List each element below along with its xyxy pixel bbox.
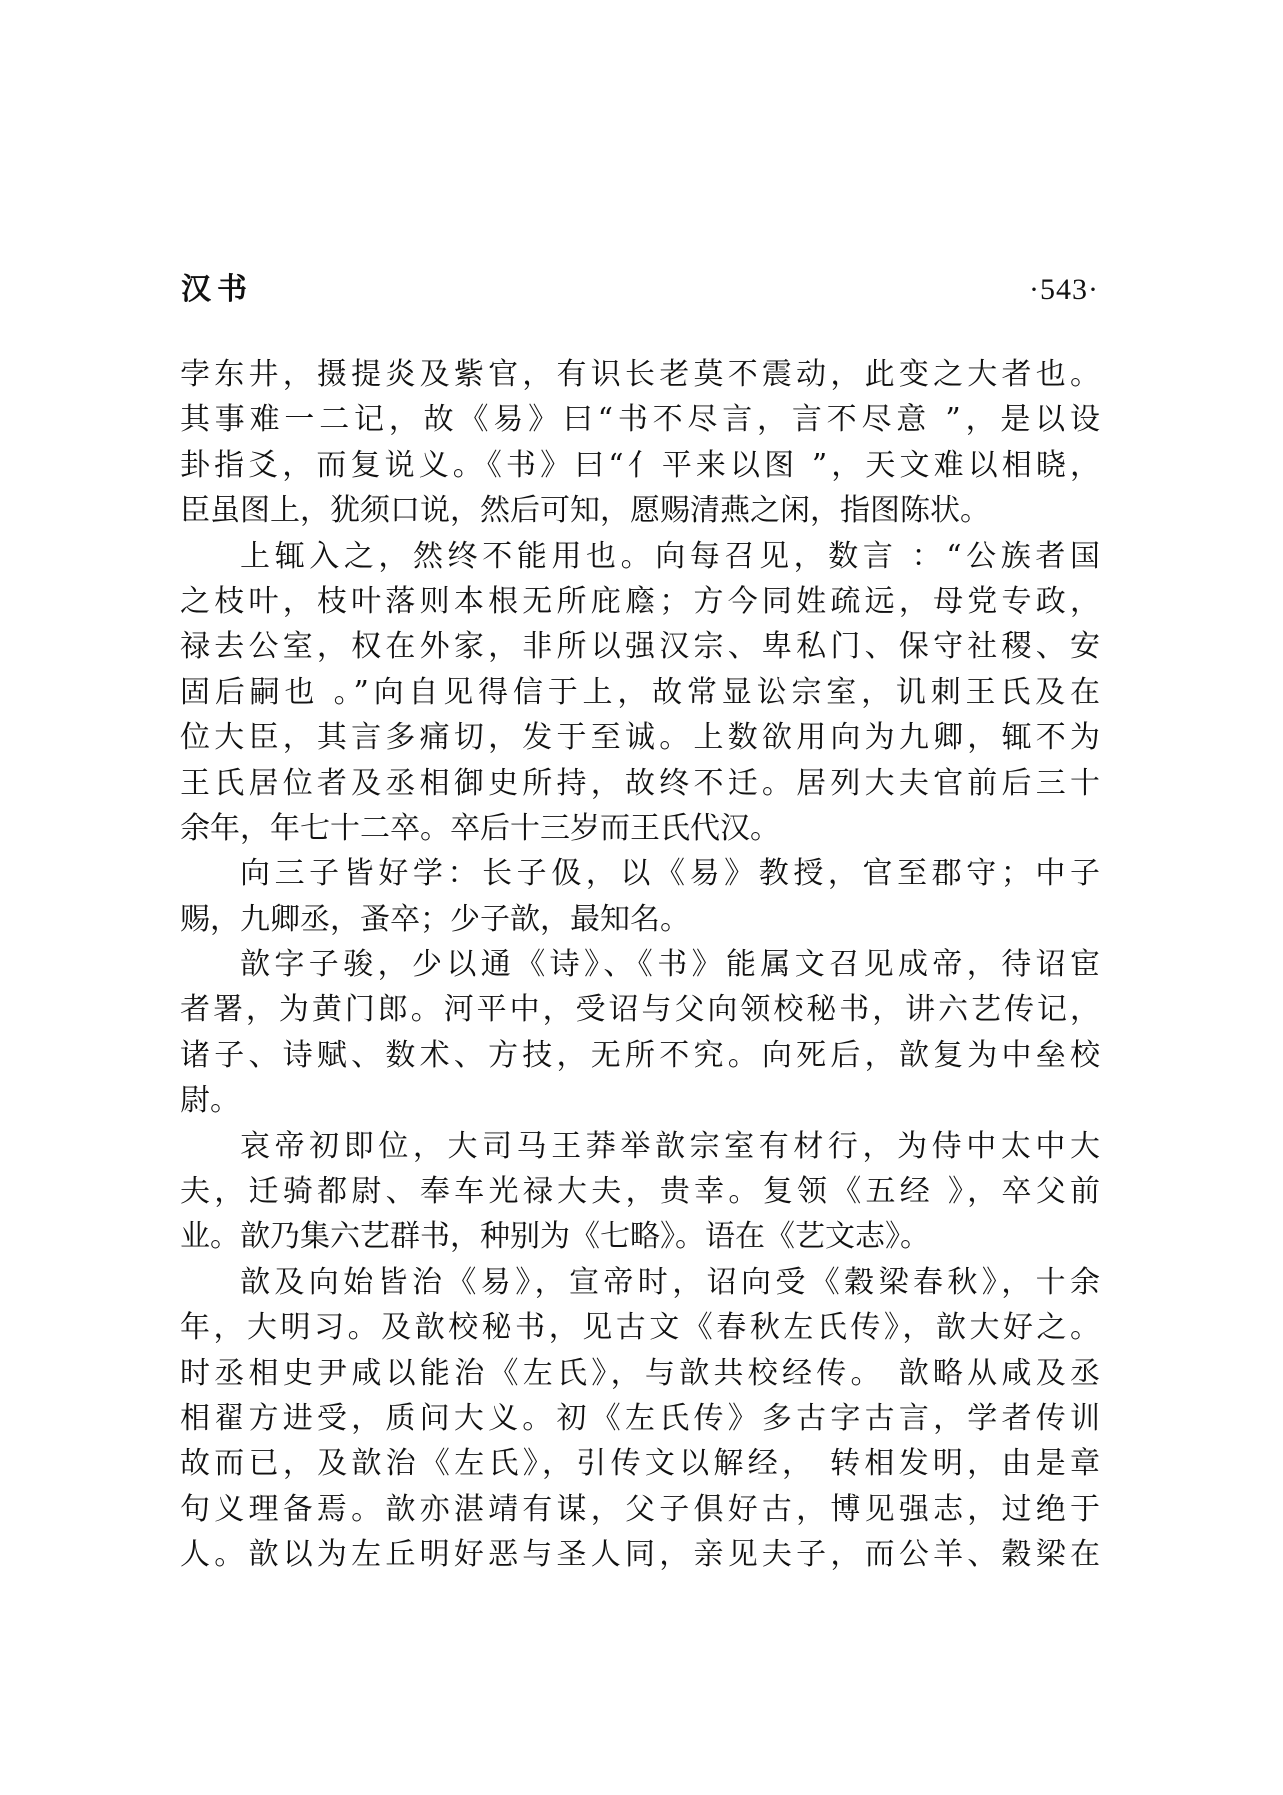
- text-line: 其事难一二记，故《易》曰“书不尽言，言不尽意 ”，是以设: [180, 402, 1100, 438]
- text-line: 时丞相史尹咸以能治《左氏》，与歆共校经传。 歆略从咸及丞: [180, 1355, 1100, 1391]
- running-head: [181, 268, 1099, 312]
- text-line: 句义理备焉。歆亦湛靖有谋，父子俱好古，博见强志，过绝于: [180, 1491, 1100, 1527]
- text-line: 位大臣，其言多痛切，发于至诚。上数欲用向为九卿，辄不为: [180, 720, 1100, 756]
- text-line: 王氏居位者及丞相御史所持，故终不迁。居列大夫官前后三十: [180, 765, 1100, 801]
- text-line: 相翟方进受，质问大义。初《左氏传》多古字古言，学者传训: [180, 1400, 1100, 1436]
- text-line: 哀帝初即位，大司马王莽举歆宗室有材行，为侍中太中大: [240, 1128, 1100, 1164]
- text-line: 孛东井，摄提炎及紫官，有识长老莫不震动，此变之大者也。: [180, 357, 1100, 392]
- text-line: 歆及向始皆治《易》，宣帝时，诏向受《穀梁春秋》，十余: [240, 1264, 1100, 1300]
- text-line: 歆字子骏，少以通《诗》、《书》能属文召见成帝，待诏宦: [240, 947, 1100, 983]
- text-line: 向三子皆好学：长子伋，以《易》教授，官至郡守；中子: [240, 856, 1100, 892]
- text-line: 夫，迁骑都尉、奉车光禄大夫，贵幸。复领《五经 》，卒父前: [180, 1174, 1100, 1210]
- text-line: 固后嗣也 。”向自见得信于上，故常显讼宗室，讥刺王氏及在: [180, 674, 1100, 710]
- text-line: 禄去公室，权在外家，非所以强汉宗、卑私门、保守社稷、安: [180, 629, 1100, 665]
- page-number: ·543·: [1029, 273, 1099, 306]
- text-line: 故而已，及歆治《左氏》，引传文以解经， 转相发明，由是章: [180, 1446, 1100, 1482]
- text-line: 年，大明习。及歆校秘书，见古文《春秋左氏传》，歆大好之。: [180, 1310, 1100, 1346]
- book-title: 汉书: [181, 272, 253, 307]
- text-line: 余年，年七十二卒。卒后十三岁而王氏代汉。: [180, 810, 780, 846]
- text-line: 臣虽图上，犹须口说，然后可知，愿赐清燕之闲，指图陈状。: [180, 493, 990, 529]
- body-text: [180, 352, 1100, 1578]
- text-line: 之枝叶，枝叶落则本根无所庇廕；方今同姓疏远，母党专政，: [180, 583, 1100, 619]
- text-line: 卦指爻，而复说义。《书》曰“亻平来以图 ”，天文难以相晓，: [180, 447, 1100, 483]
- text-line: 赐，九卿丞，蚤卒；少子歆，最知名。: [180, 901, 690, 937]
- text-line: 人。歆以为左丘明好恶与圣人同，亲见夫子，而公羊、穀梁在: [180, 1537, 1100, 1573]
- text-line: 诸子、诗赋、数术、方技，无所不究。向死后，歆复为中垒校: [180, 1037, 1100, 1073]
- text-line: 者署，为黄门郎。河平中，受诏与父向领校秘书，讲六艺传记，: [180, 992, 1100, 1028]
- text-line: 尉。: [180, 1083, 240, 1119]
- text-line: 业。歆乃集六艺群书，种别为《七略》。语在《艺文志》。: [180, 1219, 930, 1255]
- text-line: 上辄入之，然终不能用也。向每召见，数言 ：“公族者国: [240, 538, 1100, 574]
